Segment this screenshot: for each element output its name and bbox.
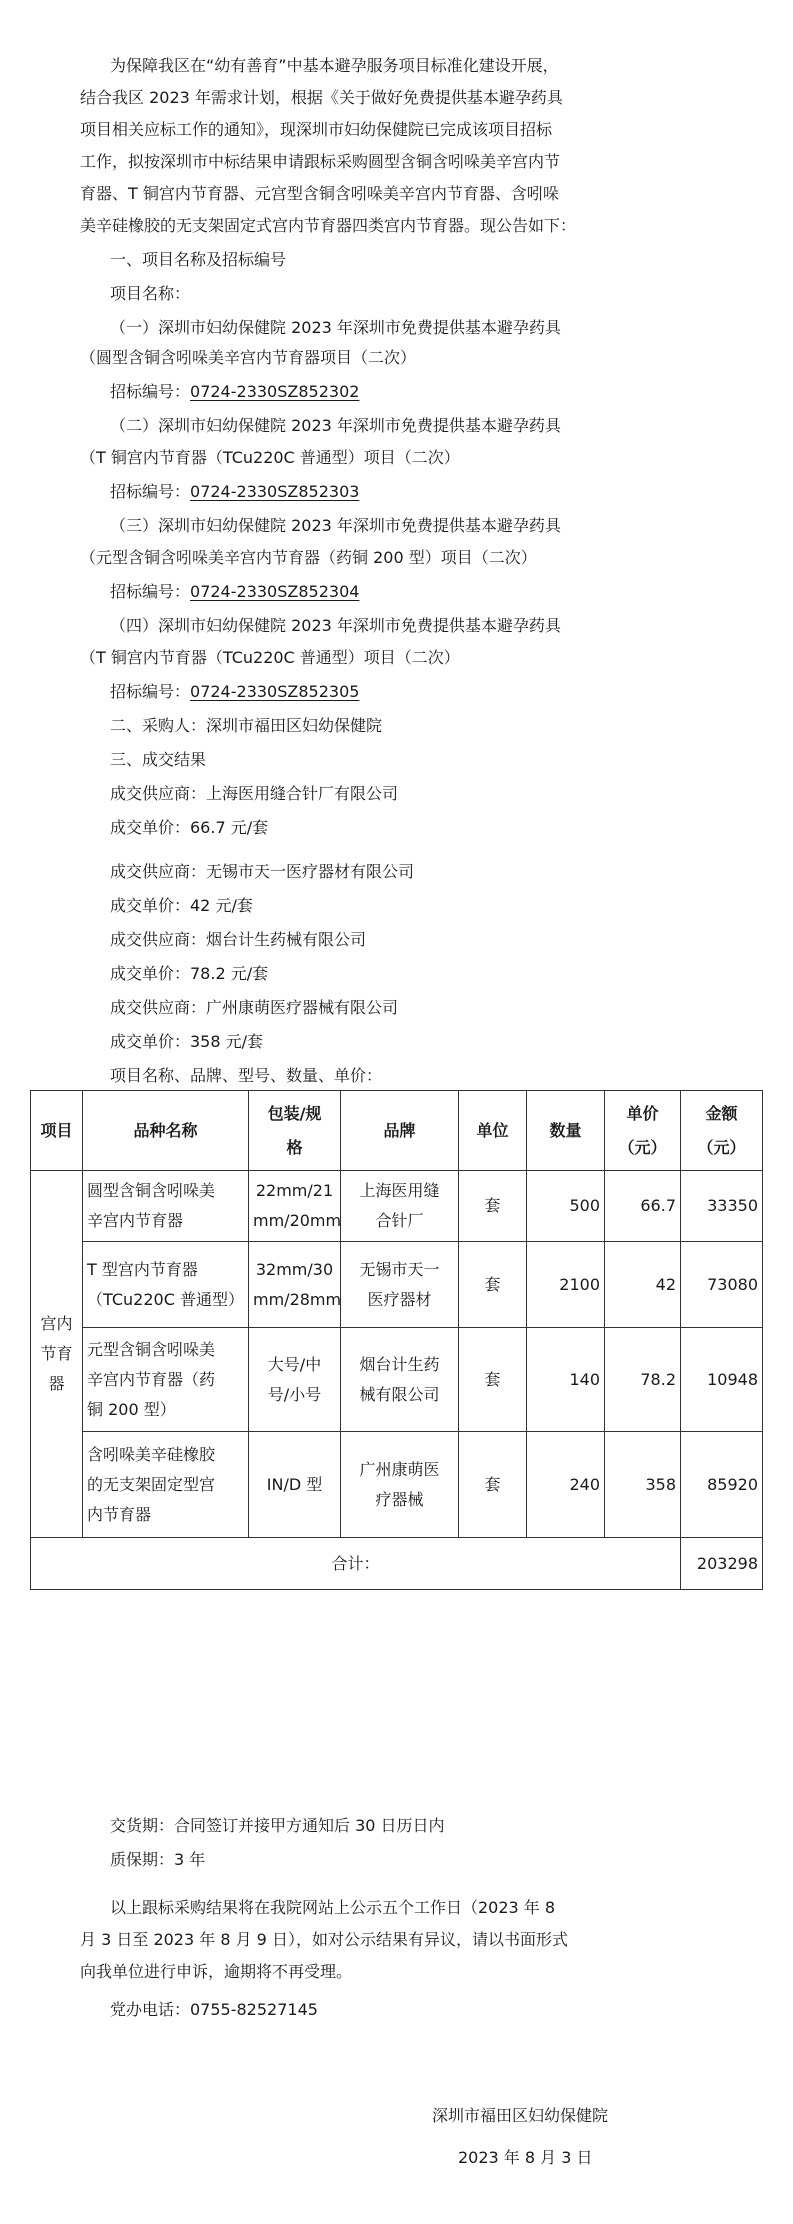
bid-number: 0724-2330SZ852303 bbox=[190, 482, 360, 501]
bid-number: 0724-2330SZ852305 bbox=[190, 682, 360, 701]
pack-cell: 22mm/21 mm/20mm bbox=[249, 1171, 341, 1242]
brand-cell: 无锡市天一 医疗器材 bbox=[341, 1242, 459, 1328]
result-3-price: 成交单价：78.2 元/套 bbox=[110, 964, 269, 983]
qty-cell: 240 bbox=[527, 1432, 605, 1538]
intro-line-4: 工作，拟按深圳市中标结果申请跟标采购圆型含铜含吲哚美辛宫内节 bbox=[80, 152, 561, 171]
unit-cell: 套 bbox=[459, 1432, 527, 1538]
header-unit: 单位 bbox=[459, 1091, 527, 1171]
brand-cell: 烟台计生药 械有限公司 bbox=[341, 1328, 459, 1432]
intro-line-5: 育器、T 铜宫内节育器、元宫型含铜含吲哚美辛宫内节育器、含吲哚 bbox=[80, 184, 559, 203]
pack-cell: IN/D 型 bbox=[249, 1432, 341, 1538]
brand-cell: 上海医用缝 合针厂 bbox=[341, 1171, 459, 1242]
bid-label: 招标编号： bbox=[110, 382, 191, 401]
amount-cell: 85920 bbox=[681, 1432, 763, 1538]
project-2-bid bbox=[110, 482, 359, 502]
result-4-price: 成交单价：358 元/套 bbox=[110, 1032, 264, 1051]
section2-purchaser: 二、采购人：深圳市福田区妇幼保健院 bbox=[110, 716, 383, 735]
pack-cell: 大号/中 号/小号 bbox=[249, 1328, 341, 1432]
project-4-line-1: （四）深圳市妇幼保健院 2023 年深圳市免费提供基本避孕药具 bbox=[110, 616, 561, 635]
result-2-price: 成交单价：42 元/套 bbox=[110, 896, 253, 915]
project-1-line-1: （一）深圳市妇幼保健院 2023 年深圳市免费提供基本避孕药具 bbox=[110, 318, 561, 337]
bid-label: 招标编号： bbox=[110, 682, 191, 701]
project-3-line-1: （三）深圳市妇幼保健院 2023 年深圳市免费提供基本避孕药具 bbox=[110, 516, 561, 535]
project-3-line-2: （元型含铜含吲哚美辛宫内节育器（药铜 200 型）项目（二次） bbox=[80, 548, 537, 567]
price-cell: 66.7 bbox=[605, 1171, 681, 1242]
price-cell: 358 bbox=[605, 1432, 681, 1538]
qty-cell: 140 bbox=[527, 1328, 605, 1432]
unit-cell: 套 bbox=[459, 1328, 527, 1432]
contact-phone: 党办电话：0755-82527145 bbox=[110, 2000, 318, 2019]
header-amount: 金额 （元） bbox=[681, 1091, 763, 1171]
result-4-supplier: 成交供应商：广州康萌医疗器械有限公司 bbox=[110, 998, 399, 1017]
brand-cell: 广州康萌医 疗器械 bbox=[341, 1432, 459, 1538]
project-name-label: 项目名称： bbox=[110, 284, 191, 303]
intro-line-3: 项目相关应标工作的通知》，现深圳市妇幼保健院已完成该项目招标 bbox=[80, 120, 553, 139]
intro-line-6: 美辛硅橡胶的无支架固定式宫内节育器四类宫内节育器。现公告如下： bbox=[80, 216, 577, 235]
variety-cell: T 型宫内节育器 （TCu220C 普通型） bbox=[83, 1242, 249, 1328]
project-1-line-2: （圆型含铜含吲哚美辛宫内节育器项目（二次） bbox=[80, 348, 417, 367]
notice-line-2: 月 3 日至 2023 年 8 月 9 日），如对公示结果有异议，请以书面形式 bbox=[80, 1930, 568, 1949]
qty-cell: 500 bbox=[527, 1171, 605, 1242]
amount-cell: 33350 bbox=[681, 1171, 763, 1242]
table-intro: 项目名称、品牌、型号、数量、单价： bbox=[110, 1066, 383, 1085]
table-row bbox=[31, 1328, 763, 1432]
intro-line-2: 结合我区 2023 年需求计划，根据《关于做好免费提供基本避孕药具 bbox=[80, 88, 563, 107]
notice-line-3: 向我单位进行申诉，逾期将不再受理。 bbox=[80, 1962, 353, 1981]
header-brand: 品牌 bbox=[341, 1091, 459, 1171]
amount-cell: 73080 bbox=[681, 1242, 763, 1328]
header-variety: 品种名称 bbox=[83, 1091, 249, 1171]
header-qty: 数量 bbox=[527, 1091, 605, 1171]
table-total-row bbox=[31, 1538, 763, 1590]
table-row bbox=[31, 1432, 763, 1538]
bid-number: 0724-2330SZ852304 bbox=[190, 582, 360, 601]
price-cell: 42 bbox=[605, 1242, 681, 1328]
table-row bbox=[31, 1242, 763, 1328]
project-3-bid bbox=[110, 582, 359, 602]
header-project: 项目 bbox=[31, 1091, 83, 1171]
header-price: 单价 （元） bbox=[605, 1091, 681, 1171]
project-2-line-2: （T 铜宫内节育器（TCu220C 普通型）项目（二次） bbox=[80, 448, 460, 467]
project-4-line-2: （T 铜宫内节育器（TCu220C 普通型）项目（二次） bbox=[80, 648, 460, 667]
results-table bbox=[30, 1090, 763, 1590]
variety-cell: 圆型含铜含吲哚美 辛宫内节育器 bbox=[83, 1171, 249, 1242]
project-2-line-1: （二）深圳市妇幼保健院 2023 年深圳市免费提供基本避孕药具 bbox=[110, 416, 561, 435]
unit-cell: 套 bbox=[459, 1171, 527, 1242]
bid-label: 招标编号： bbox=[110, 582, 191, 601]
signature-org: 深圳市福田区妇幼保健院 bbox=[432, 2106, 609, 2125]
qty-cell: 2100 bbox=[527, 1242, 605, 1328]
bid-label: 招标编号： bbox=[110, 482, 191, 501]
notice-line-1: 以上跟标采购结果将在我院网站上公示五个工作日（2023 年 8 bbox=[110, 1898, 556, 1917]
table-row bbox=[31, 1171, 763, 1242]
header-pack: 包装/规 格 bbox=[249, 1091, 341, 1171]
amount-cell: 10948 bbox=[681, 1328, 763, 1432]
result-3-supplier: 成交供应商：烟台计生药械有限公司 bbox=[110, 930, 367, 949]
project-4-bid bbox=[110, 682, 359, 702]
variety-cell: 元型含铜含吲哚美 辛宫内节育器（药 铜 200 型） bbox=[83, 1328, 249, 1432]
delivery-term: 交货期：合同签订并接甲方通知后 30 日历日内 bbox=[110, 1816, 445, 1835]
signature-date: 2023 年 8 月 3 日 bbox=[458, 2148, 593, 2167]
table-header-row bbox=[31, 1091, 763, 1171]
result-1-price: 成交单价：66.7 元/套 bbox=[110, 818, 269, 837]
bid-number: 0724-2330SZ852302 bbox=[190, 382, 360, 401]
price-cell: 78.2 bbox=[605, 1328, 681, 1432]
pack-cell: 32mm/30 mm/28mm bbox=[249, 1242, 341, 1328]
unit-cell: 套 bbox=[459, 1242, 527, 1328]
total-label-cell: 合计： bbox=[31, 1538, 681, 1590]
total-amount-cell: 203298 bbox=[681, 1538, 763, 1590]
intro-line-1: 为保障我区在“幼有善育”中基本避孕服务项目标准化建设开展， bbox=[110, 56, 559, 75]
section1-title: 一、项目名称及招标编号 bbox=[110, 250, 287, 269]
section3-title: 三、成交结果 bbox=[110, 750, 207, 769]
result-2-supplier: 成交供应商：无锡市天一医疗器材有限公司 bbox=[110, 862, 415, 881]
warranty-term: 质保期：3 年 bbox=[110, 1850, 206, 1869]
variety-cell: 含吲哚美辛硅橡胶 的无支架固定型宫 内节育器 bbox=[83, 1432, 249, 1538]
project-1-bid bbox=[110, 382, 359, 402]
result-1-supplier: 成交供应商：上海医用缝合针厂有限公司 bbox=[110, 784, 399, 803]
group-label-cell: 宫内 节育 器 bbox=[31, 1171, 83, 1538]
